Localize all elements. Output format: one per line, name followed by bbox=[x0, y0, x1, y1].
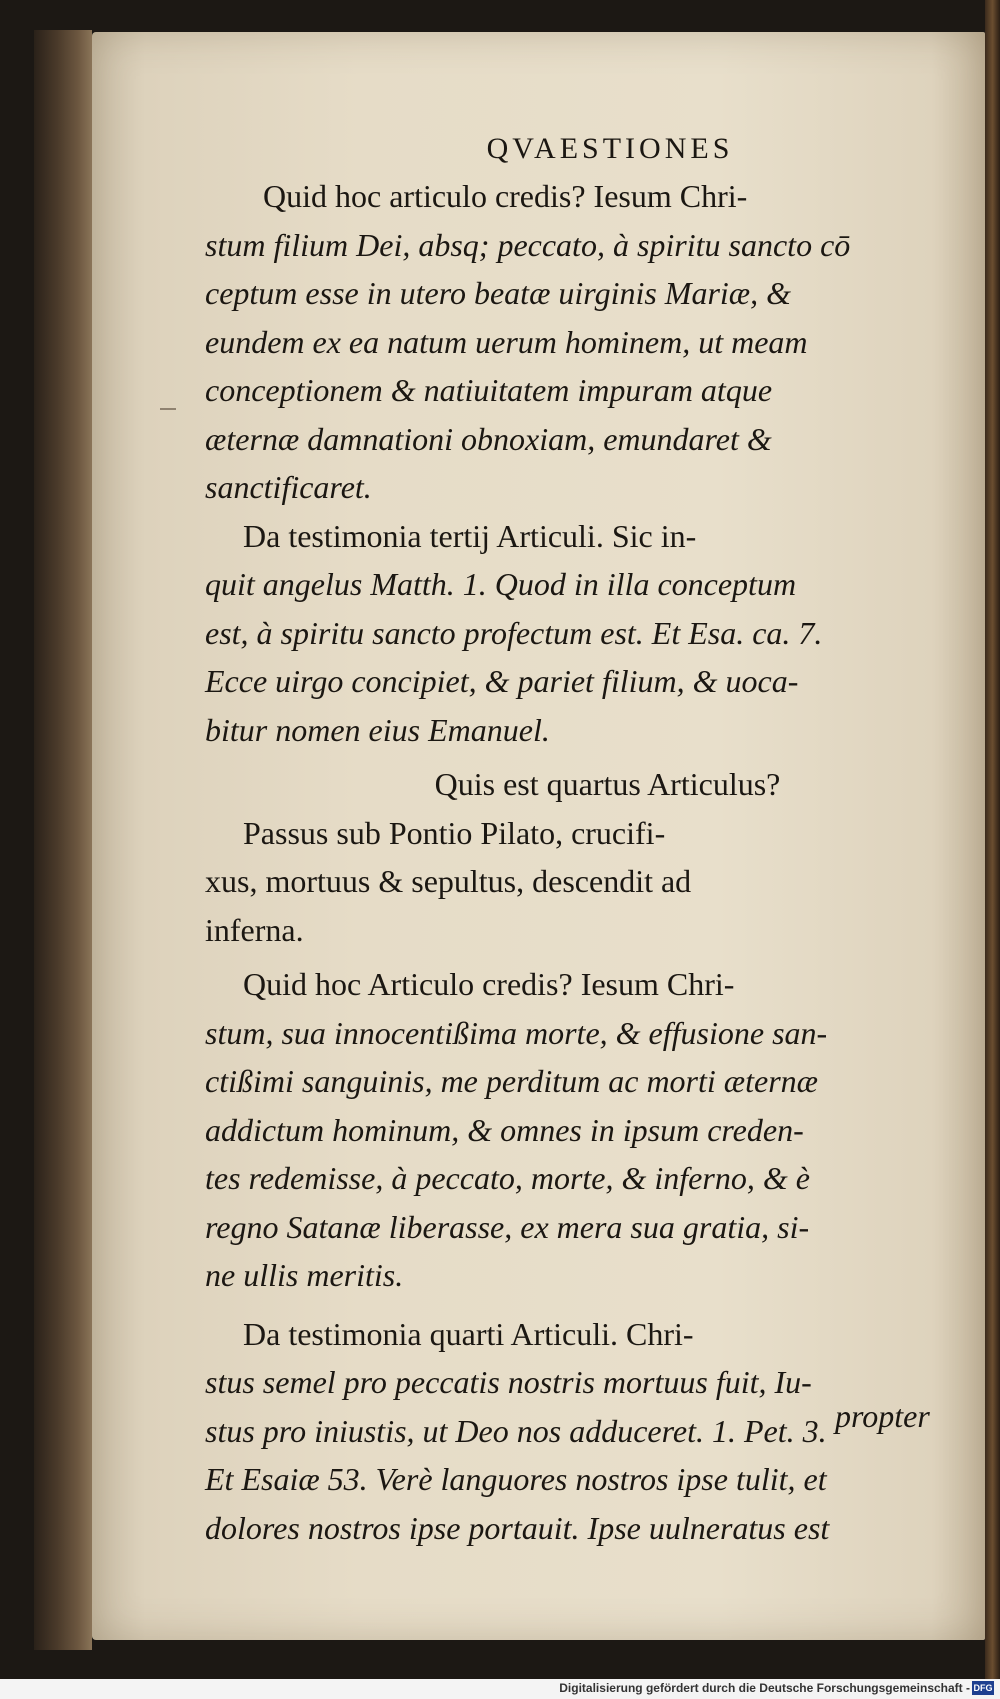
text-line: eundem ex ea natum uerum hominem, ut meam bbox=[205, 323, 808, 360]
text-line: tes redemisse, à peccato, morte, & inferno, & è bbox=[205, 1160, 810, 1196]
text-line: regno Satanæ liberasse, ex mera sua gratia, si- bbox=[205, 1208, 810, 1245]
book-binding-right bbox=[985, 0, 1000, 1699]
text-line: conceptionem & natiuitatem impuram atque bbox=[205, 372, 773, 408]
text-line: addictum hominum, & omnes in ipsum creden- bbox=[205, 1111, 804, 1148]
paragraph-testimony-3 bbox=[205, 512, 965, 755]
text-line: est, à spiritu sancto profectum est. Et Esa. ca. 7. bbox=[205, 614, 823, 651]
text-line: xus, mortuus & sepultus, descendit ad bbox=[205, 863, 692, 899]
paragraph-question-4 bbox=[205, 960, 965, 1300]
book-binding-left bbox=[34, 30, 92, 1650]
text-line: Et Esaiæ 53. Verè languores nostros ipse tulit, et bbox=[205, 1461, 827, 1497]
text-line: æternæ damnationi obnoxiam, emundaret & bbox=[205, 420, 772, 457]
text-line: ctißimi sanguinis, me perditum ac morti æternæ bbox=[205, 1063, 819, 1099]
text-line: sanctificaret. bbox=[205, 469, 372, 505]
text-line: stus semel pro peccatis nostris mortuus fuit, Iu- bbox=[205, 1364, 812, 1400]
text-line: Quid hoc articulo credis? Iesum Chri- bbox=[263, 178, 748, 214]
text-line: ne ullis meritis. bbox=[205, 1257, 404, 1293]
text-line: Ecce uirgo concipiet, & pariet filium, & uoca- bbox=[205, 663, 799, 699]
text-line: inferna. bbox=[205, 911, 304, 948]
text-line: quit angelus Matth. 1. Quod in illa conceptum bbox=[205, 566, 797, 602]
paragraph-question-3 bbox=[205, 172, 965, 512]
text-line: Quid hoc Articulo credis? Iesum Chri- bbox=[243, 966, 735, 1002]
text-line: Da testimonia quarti Articuli. Chri- bbox=[243, 1315, 694, 1352]
text-line: bitur nomen eius Emanuel. bbox=[205, 711, 550, 748]
text-line: stum filium Dei, absq; peccato, à spiritu sancto cō bbox=[205, 226, 851, 263]
paragraph-answer-4 bbox=[205, 809, 965, 955]
text-line: Quis est quartus Articulus? bbox=[434, 766, 781, 802]
ink-mark bbox=[160, 408, 176, 410]
running-head: QVAESTIONES bbox=[486, 132, 734, 165]
text-line: dolores nostros ipse portauit. Ipse uulneratus est bbox=[205, 1509, 830, 1546]
text-line: stum, sua innocentißima morte, & effusione san- bbox=[205, 1014, 828, 1051]
footer-credit: Digitalisierung gefördert durch die Deutsche Forschungsgemeinschaft - bbox=[559, 1681, 970, 1695]
heading-fourth-article bbox=[205, 760, 965, 809]
text-line: ceptum esse in utero beatæ uirginis Mariæ, & bbox=[205, 275, 792, 311]
page-text bbox=[205, 132, 965, 1552]
catchword: propter bbox=[835, 1398, 930, 1434]
text-line: Da testimonia tertij Articuli. Sic in- bbox=[243, 517, 697, 554]
text-line: Passus sub Pontio Pilato, crucifi- bbox=[243, 814, 666, 851]
dfg-logo-icon: DFG bbox=[973, 1683, 993, 1693]
text-line: stus pro iniustis, ut Deo nos adduceret. 1. Pet. 3. bbox=[205, 1412, 827, 1449]
